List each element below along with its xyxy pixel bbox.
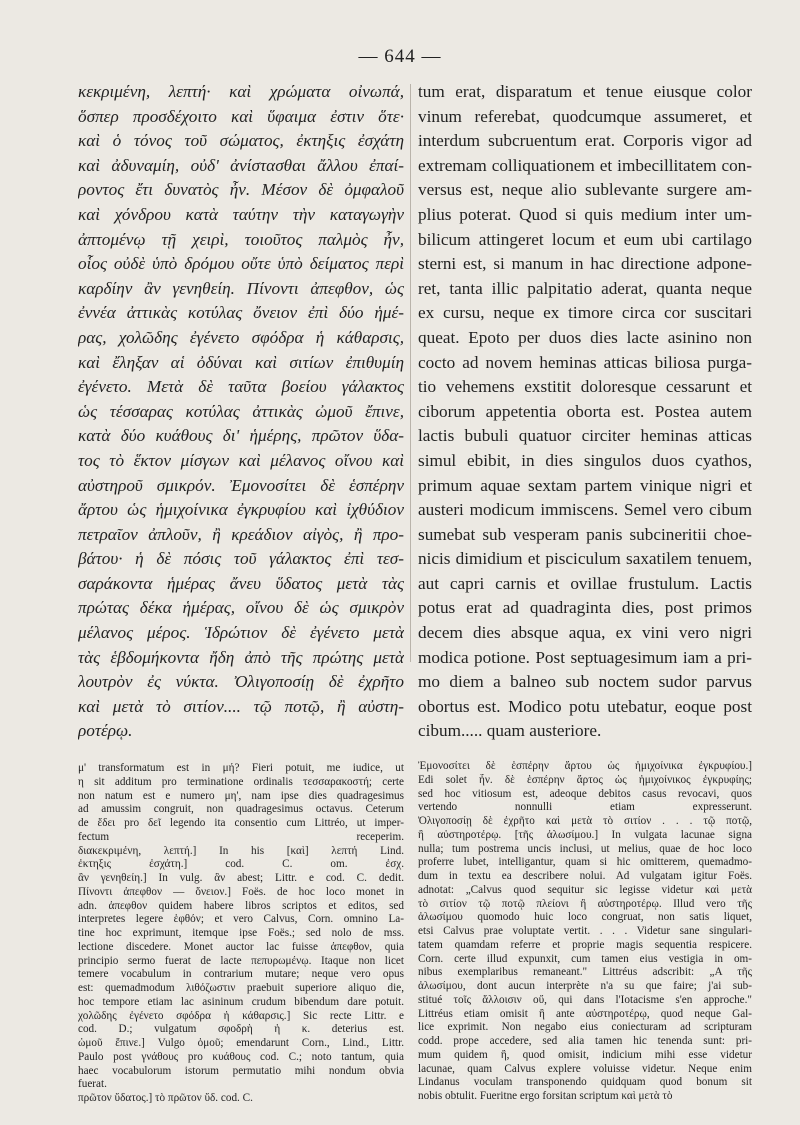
latin-text-line: potus erat ad quadraginta dies, post primos [418, 598, 752, 618]
greek-text-line: αὐστηροῦ σμικρόν. Ἐμονοσίτει δὲ ἑσπέρην [78, 475, 404, 495]
footnote-line: fuerat. [78, 1078, 107, 1091]
greek-text-line: ροντος ἔτι δυνατὸς ἦν. Μέσον δὲ ὀμφαλοῦ [78, 180, 404, 200]
latin-text-line: ciborum appetentia oborta est. Postea autem [418, 401, 752, 421]
greek-text-line: οἷος οὐδὲ ὑπὸ δρόμου οὔτε ὑπὸ δείματος περὶ [78, 254, 404, 274]
greek-text-line: καὶ χόνδρου κατὰ ταύτην τὴν καταγωγὴν [78, 204, 404, 224]
greek-text-line: τος τὸ ἕκτον μίσγων καὶ μέλανος οἴνου καὶ [78, 450, 404, 470]
greek-text-line: ρας, χολῶδης ἐγένετο σφόδρα ἡ κάθαρσις, [78, 327, 404, 347]
latin-text-line: nicis dimidium et pisciculum saxatilem tenuem, [418, 549, 752, 569]
greek-text-line: κατὰ δύο κυάθους δι' ἡμέρης, πρῶτον ὕδα- [78, 426, 404, 446]
footnote-line: Ἐμονοσίτει δὲ ἑσπέρην ἄρτου ὡς ἡμιχοίνικα ἐγκρυφίου.] [418, 760, 752, 773]
footnote-line: ὠμοῦ ἔπινε.] Vulgo ὁμοῦ; emendarunt Corn., Lind., Littr. [78, 1037, 404, 1050]
footnote-line: nulla; tum postrema uncis inclusi, ut melius, quae de hoc loco [418, 842, 752, 855]
footnote-line: ἀλωσίμου quomodo huic loco congruat, non satis liquet, [418, 911, 752, 924]
footnote-line: est: quemadmodum λιθόζωστιν praebuit superiore aliquo die, [78, 982, 404, 995]
footnote-line: etsi Calvus prae voluptate vertit. . . . Videtur sane singulari- [418, 925, 752, 938]
greek-text-line: βάτου· ἡ δὲ πόσις τοῦ γάλακτος ἐπὶ τεσ- [78, 549, 404, 569]
footnotes-left [78, 762, 404, 1106]
greek-text-line: ἐννέα ἀττικὰς κοτύλας ὄνειον ἐπὶ δύο ἡμέ- [78, 303, 404, 323]
footnotes-right [418, 760, 752, 1104]
footnote-line: haec vocabulorum istorum permutatio mihi nondum obvia [78, 1064, 404, 1077]
footnote-line: lacunae, quam Calvus explere voluisse videtur. Neque enim [418, 1062, 752, 1075]
latin-text-line: austeri modicum immiscens. Semel vero cibum [418, 500, 752, 520]
greek-text-line: ἐγένετο. Μετὰ δὲ ταῦτα βοείου γάλακτος [78, 377, 404, 397]
latin-text-line: decem dies absque aqua, ex vini vero nigri [418, 623, 752, 643]
footnote-line: ἀλωσίμου, dont aucun interprète n'a su que faire; j'ai sub- [418, 980, 752, 993]
latin-text-line: ex cursu, neque ex timore circa cor suscitari [418, 303, 752, 323]
footnote-line: Corn. certe illud expunxit, cum tamen eius vestigia in om- [418, 952, 752, 965]
footnote-line: principio sermo fuerat de lacte πεπυρωμένῳ. Itaque non licet [78, 954, 404, 967]
footnote-line: adnotat: „Calvus quod sequitur sic legisse videtur καὶ μετὰ [418, 883, 752, 896]
latin-text-line: cibum..... quam austeriore. [418, 721, 602, 741]
footnote-line: stitué τοῖς ἅλλοισιν οὔ, qui dans l'Iotacisme s'en approche." [418, 993, 752, 1006]
footnote-line: lice exprimit. Non negabo eius coniecturam ad scripturam [418, 1021, 752, 1034]
footnote-line: codd. prope accedere, sed alia tamen hic tenenda sunt: pri- [418, 1035, 752, 1048]
footnote-line: Ὀλιγοποσίῃ δὲ ἐχρῆτο καὶ μετὰ τὸ σιτίον . . . τῷ ποτῷ, [418, 815, 752, 828]
footnote-line: Πίνοντι ἀπεφθον — ὄνειον.] Foës. de hoc loco monet in [78, 885, 404, 898]
footnote-line: Lindanus voculam transponendo quidquam quod bonum sit [418, 1076, 752, 1089]
greek-text-line: ὡς τέσσαρας κοτύλας ἀττικὰς ὠμοῦ ἔπινε, [78, 401, 404, 421]
footnote-line: διακεκριμένη, λεπτή.] In his [καὶ] λεπτή Lind. [78, 844, 404, 857]
latin-text-line: lactis bubuli quatuor circiter heminas atticas [418, 426, 752, 446]
footnote-line: ἢ αὐστηροτέρῳ. [τῆς ἀλωσίμου.] In vulgata lacunae signa [418, 828, 752, 841]
footnote-line: Edi solet ἦν. δὲ ἑσπέρην ἄρτος ὡς ἡμιχοίνικος ἐγκρυφίης; [418, 773, 752, 786]
latin-text-line: tio vehemens exstitit doloresque cessarunt et [418, 377, 752, 397]
latin-translation [418, 80, 752, 744]
footnote-line: ἐκτηξις ἐσχάτη.] cod. C. om. ἐσχ. [78, 858, 404, 871]
greek-text-line: καὶ ἀδυναμίη, οὐδ' ἀνίστασθαι ἄλλου ἐπαί- [78, 155, 404, 175]
latin-text-line: versus est, neque alio sublevante surgere am- [418, 180, 752, 200]
greek-text-line: ἄρτου ὡς ἡμιχοίνικα ἐγκρυφίου καὶ ἰχθύδιον [78, 500, 404, 520]
footnote-line: tine hoc exprimunt, itemque ipse Foës.; sed nolo de mss. [78, 927, 404, 940]
footnote-line: fectum receperim. [78, 830, 404, 843]
latin-column [418, 80, 752, 1104]
greek-text-line: ροτέρῳ. [78, 721, 133, 741]
greek-text-line: λουτρὸν ἐς νύκτα. Ὀλιγοποσίῃ δὲ ἐχρῆτο [78, 672, 404, 692]
footnote-line: tatem quamdam referre et proprie magis sequentia respicere. [418, 938, 752, 951]
footnote-line: proferre lubet, intelligantur, quam si hic omitterem, quemadmo- [418, 856, 752, 869]
greek-text-line: κεκριμένη, λεπτή· καὶ χρώματα οἰνωπά, [78, 82, 404, 101]
footnote-line: τὸ σιτίον τῷ ποτῷ πλείονι ἢ αὐστηροτέρῳ. Illud vero τῆς [418, 897, 752, 910]
footnote-line: lectione discedere. Monet auctor lac fuisse ἀπεφθον, quia [78, 940, 404, 953]
greek-text-line: πρώτας δέκα ἡμέρας, οἴνου δὲ ὡς σμικρὸν [78, 598, 404, 618]
footnote-line: sed hoc vitiosum est, adeoque debitos casus revocavi, quos [418, 787, 752, 800]
latin-text-line: aut capri carnis et ovillae frustulum. Lactis [418, 573, 752, 593]
footnote-line: interpretes legere ἑφθόν; et vero Calvus, Corn. omnino La- [78, 913, 404, 926]
column-divider [410, 84, 411, 662]
footnote-line: nibus exemplaribus remaneant." Littréus adscribit: „A τῆς [418, 966, 752, 979]
footnote-line: de ἕδει pro δεῖ legendo ita consentio cum Littréo, ut imper- [78, 817, 404, 830]
greek-text-line: τὰς ἑβδομήκοντα ἤδη ἀπὸ τῆς πρώτης μετὰ [78, 647, 404, 667]
footnote-line: nobis obtulit. Fueritne ergo forsitan scriptum καὶ μετὰ τὸ [418, 1090, 673, 1103]
greek-text-line: καὶ ἔληξαν αἱ ὀδύναι καὶ σιτίων ἐπιθυμίη [78, 352, 404, 372]
latin-text-line: tum erat, disparatum et tenue eiusque color [418, 82, 752, 101]
greek-text-line: καὶ μετὰ τὸ σιτίον.... τῷ ποτῷ, ἢ αὐστη- [78, 696, 404, 716]
footnote-line: mum quidem ἢ, quod omisit, indicium mihi esse videtur [418, 1048, 752, 1061]
latin-text-line: ret, tanta illic palpitatio aderat, quanta neque [418, 278, 752, 298]
footnote-line: πρῶτον ὕδατος.] τὸ πρῶτον ὕδ. cod. C. [78, 1092, 253, 1105]
latin-text-line: vinum referebat, quodcumque assumeret, et [418, 106, 752, 126]
greek-text-line: ἀπτομένῳ τῇ χειρὶ, τοιοῦτος παλμὸς ἦν, [78, 229, 404, 249]
footnote-line: ἂν γενηθείη.] In vulg. ἂν abest; Littr. e cod. C. dedit. [78, 872, 404, 885]
latin-text-line: extremam colliquationem et imbecillitatem con- [418, 155, 752, 175]
latin-text-line: obortus est. Modico potu utebatur, eoque post [418, 696, 752, 716]
page-number: — 644 — [358, 46, 442, 67]
greek-text-line: καὶ ὁ τόνος τοῦ σώματος, ἐκτηξις ἐσχάτη [78, 131, 404, 151]
greek-text [78, 80, 404, 744]
footnote-line: μ' transformatum est in μή? Fieri potuit, me iudice, ut [78, 762, 404, 775]
footnote-line: adn. ἀπεφθον quidem habere libros scriptos et editos, sed [78, 899, 404, 912]
greek-text-line: ὅσπερ προσδέχοιτο καὶ ὕφαιμα ἐστιν ὅτε· [78, 106, 404, 126]
latin-text-line: cocto ad novem heminas atticas biliosa purga- [418, 352, 752, 372]
latin-text-line: interdum subcruentum erat. Corporis vigor ad [418, 131, 752, 151]
greek-text-line: σαράκοντα ἡμέρας ἄνευ ὕδατος μετὰ τὰς [78, 573, 404, 593]
latin-text-line: queat. Epoto per duos dies lacte asinino non [418, 327, 752, 347]
latin-text-line: simul ebibit, in dies singulos duos cyathos, [418, 450, 752, 470]
greek-text-line: μέλανος μέρος. Ἱδρώτιον δὲ ἐγένετο μετὰ [78, 623, 404, 643]
footnote-line: ad amussim congruit, non quadragesimus octavus. Ceterum [78, 803, 404, 816]
greek-text-line: πετραῖον ἀπλοῦν, ἢ κρεάδιον αἰγὸς, ἢ προ- [78, 524, 404, 544]
footnote-line: non natum est e numero μη', nam ipse dies quadragesimus [78, 789, 404, 802]
latin-text-line: mo diem a balneo sub noctem sudor parvus [418, 672, 752, 692]
footnote-line: temere vocabulum in contrarium mutare; neque vero opus [78, 968, 404, 981]
footnote-line: dum in textu ea describere nolui. Ad vulgatam igitur Foës. [418, 870, 752, 883]
latin-text-line: sumebat sub vesperam panis subcineritii choe- [418, 524, 752, 544]
footnote-line: cod. D.; vulgatum σφοδρὴ ἡ κ. deterius est. [78, 1023, 404, 1036]
latin-text-line: bilicum attingeret locum et eum ubi cartilago [418, 229, 752, 249]
footnote-line: hoc tempore etiam lac asininum crudum bibendum dare potuit. [78, 995, 404, 1008]
latin-text-line: plius poterat. Quod si quis medium inter um- [418, 204, 752, 224]
latin-text-line: primum aquae sextam partem vinique nigri et [418, 475, 752, 495]
footnote-line: Paulo post γνάθους pro κυάθους cod. C.; noto tantum, quia [78, 1050, 404, 1063]
footnote-line: χολῶδης ἐγένετο σφόδρα ἡ κάθαρσις.] Sic recte Littr. e [78, 1009, 404, 1022]
latin-text-line: modica potione. Post septuagesimum iam a pri- [418, 647, 752, 667]
latin-text-line: sterni est, si manum in hac directione adpone- [418, 254, 752, 274]
footnote-line: Littréus etiam omisit ἢ ante αὐστηροτέρῳ, quod neque Gal- [418, 1007, 752, 1020]
footnote-line: η sit additum pro terminatione ordinalis τεσσαρακοστή; certe [78, 775, 404, 788]
greek-column [78, 80, 404, 1106]
greek-text-line: καρδίην ἂν γενηθείη. Πίνοντι ἀπεφθον, ὡς [78, 278, 404, 298]
footnote-line: vertendo nonnulli etiam expresserunt. [418, 801, 752, 814]
